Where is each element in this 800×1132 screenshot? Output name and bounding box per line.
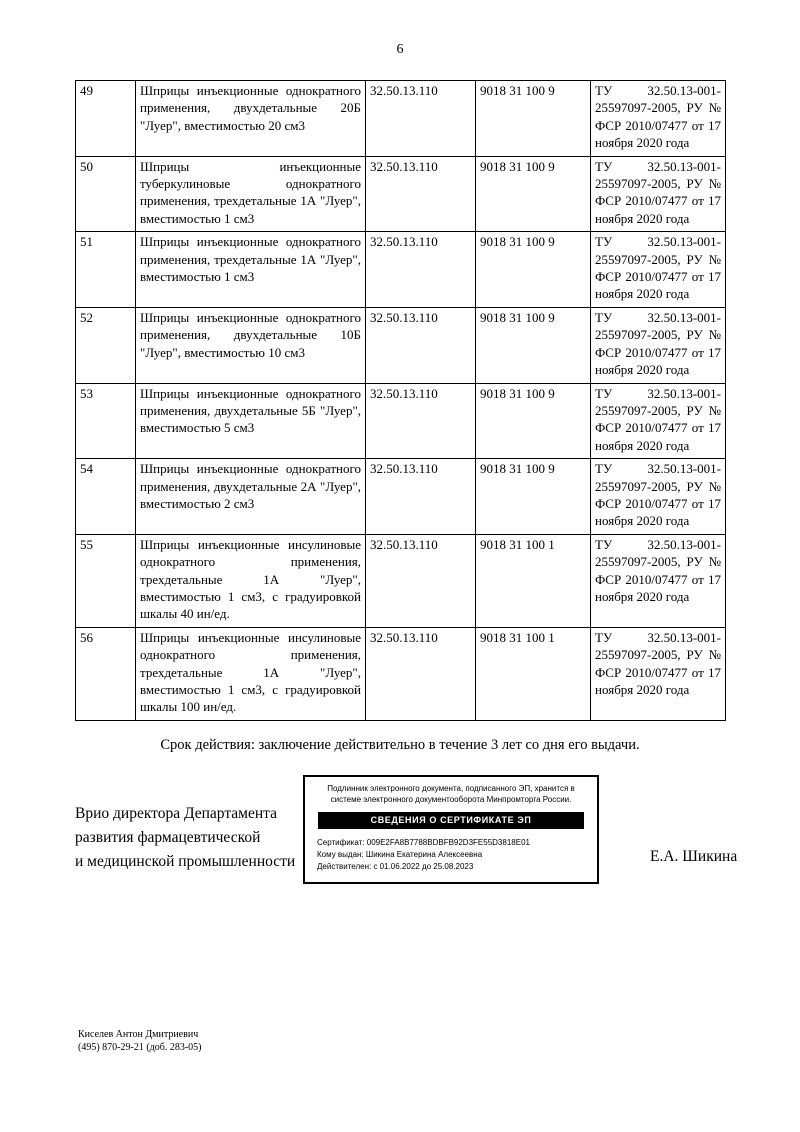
registration-cell: ТУ 32.50.13-001-25597097-2005, РУ № ФСР 2010/07477 от 17 ноября 2020 года bbox=[591, 459, 726, 535]
stamp-valid-period: Действителен: с 01.06.2022 до 25.08.2023 bbox=[317, 862, 474, 872]
table-row bbox=[76, 307, 726, 383]
signer-position-line: и медицинской промышленности bbox=[75, 853, 296, 870]
registration-cell: ТУ 32.50.13-001-25597097-2005, РУ № ФСР 2010/07477 от 17 ноября 2020 года bbox=[591, 307, 726, 383]
signer-position-line: Врио директора Департамента bbox=[75, 805, 277, 822]
okpd-code-cell: 32.50.13.110 bbox=[366, 156, 476, 232]
row-number-cell: 56 bbox=[76, 627, 136, 720]
validity-statement: Срок действия: заключение действительно в течение 3 лет со дня его выдачи. bbox=[160, 737, 640, 753]
registration-cell: ТУ 32.50.13-001-25597097-2005, РУ № ФСР 2010/07477 от 17 ноября 2020 года bbox=[591, 534, 726, 627]
registration-cell: ТУ 32.50.13-001-25597097-2005, РУ № ФСР 2010/07477 от 17 ноября 2020 года bbox=[591, 232, 726, 308]
table-row bbox=[76, 156, 726, 232]
product-name-cell: Шприцы инъекционные инсулиновые однократного применения, трехдетальные 1А "Луер", вместимостью 1 см3, с градуировкой шкалы 40 ин/ед. bbox=[136, 534, 366, 627]
row-number-cell: 50 bbox=[76, 156, 136, 232]
signer-position-line: развития фармацевтической bbox=[75, 829, 261, 846]
product-name-cell: Шприцы инъекционные однократного применения, двухдетальные 20Б "Луер", вместимостью 20 см3 bbox=[136, 81, 366, 157]
okpd-code-cell: 32.50.13.110 bbox=[366, 534, 476, 627]
okpd-code-cell: 32.50.13.110 bbox=[366, 459, 476, 535]
table-row bbox=[76, 627, 726, 720]
okpd-code-cell: 32.50.13.110 bbox=[366, 627, 476, 720]
row-number-cell: 55 bbox=[76, 534, 136, 627]
tnved-code-cell: 9018 31 100 1 bbox=[476, 534, 591, 627]
tnved-code-cell: 9018 31 100 9 bbox=[476, 232, 591, 308]
product-name-cell: Шприцы инъекционные однократного применения, двухдетальные 5Б "Луер", вместимостью 5 см3 bbox=[136, 383, 366, 459]
tnved-code-cell: 9018 31 100 1 bbox=[476, 627, 591, 720]
okpd-code-cell: 32.50.13.110 bbox=[366, 81, 476, 157]
registration-cell: ТУ 32.50.13-001-25597097-2005, РУ № ФСР 2010/07477 от 17 ноября 2020 года bbox=[591, 156, 726, 232]
tnved-code-cell: 9018 31 100 9 bbox=[476, 156, 591, 232]
registration-cell: ТУ 32.50.13-001-25597097-2005, РУ № ФСР 2010/07477 от 17 ноября 2020 года bbox=[591, 383, 726, 459]
row-number-cell: 54 bbox=[76, 459, 136, 535]
row-number-cell: 52 bbox=[76, 307, 136, 383]
stamp-issued-to: Кому выдан: Шикина Екатерина Алексеевна bbox=[317, 850, 483, 860]
tnved-code-cell: 9018 31 100 9 bbox=[476, 383, 591, 459]
tnved-code-cell: 9018 31 100 9 bbox=[476, 459, 591, 535]
contact-name: Киселев Антон Дмитриевич bbox=[78, 1029, 199, 1040]
footer-contact bbox=[78, 1028, 202, 1054]
table-row bbox=[76, 534, 726, 627]
row-number-cell: 51 bbox=[76, 232, 136, 308]
product-name-cell: Шприцы инъекционные туберкулиновые однократного применения, трехдетальные 1А "Луер", вместимостью 1 см3 bbox=[136, 156, 366, 232]
signer-name: Е.А. Шикина bbox=[650, 848, 738, 865]
tnved-code-cell: 9018 31 100 9 bbox=[476, 81, 591, 157]
product-name-cell: Шприцы инъекционные инсулиновые однократного применения, трехдетальные 1А "Луер", вместимостью 1 см3, с градуировкой шкалы 100 ин/ед. bbox=[136, 627, 366, 720]
table-row bbox=[76, 459, 726, 535]
table-row bbox=[76, 232, 726, 308]
row-number-cell: 53 bbox=[76, 383, 136, 459]
product-name-cell: Шприцы инъекционные однократного применения, двухдетальные 2А "Луер", вместимостью 2 см3 bbox=[136, 459, 366, 535]
tnved-code-cell: 9018 31 100 9 bbox=[476, 307, 591, 383]
stamp-certificate-number: Сертификат: 009E2FA8B7788BDBFB92D3FE55D3818E01 bbox=[317, 838, 530, 848]
product-name-cell: Шприцы инъекционные однократного применения, трехдетальные 1А "Луер", вместимостью 1 см3 bbox=[136, 232, 366, 308]
contact-phone: (495) 870-29-21 (доб. 283-05) bbox=[78, 1042, 202, 1053]
table-row bbox=[76, 383, 726, 459]
registration-cell: ТУ 32.50.13-001-25597097-2005, РУ № ФСР 2010/07477 от 17 ноября 2020 года bbox=[591, 627, 726, 720]
stamp-header-text: Подлинник электронного документа, подписанного ЭП, хранится в системе электронного документооборота Минпромторга России. bbox=[327, 784, 575, 805]
row-number-cell: 49 bbox=[76, 81, 136, 157]
items-table bbox=[75, 80, 726, 721]
okpd-code-cell: 32.50.13.110 bbox=[366, 232, 476, 308]
registration-cell: ТУ 32.50.13-001-25597097-2005, РУ № ФСР 2010/07477 от 17 ноября 2020 года bbox=[591, 81, 726, 157]
table-row bbox=[76, 81, 726, 157]
electronic-signature-stamp bbox=[303, 775, 599, 884]
stamp-certificate-bar: СВЕДЕНИЯ О СЕРТИФИКАТЕ ЭП bbox=[318, 812, 584, 829]
product-name-cell: Шприцы инъекционные однократного применения, двухдетальные 10Б "Луер", вместимостью 10 см3 bbox=[136, 307, 366, 383]
page-number: 6 bbox=[396, 42, 404, 57]
okpd-code-cell: 32.50.13.110 bbox=[366, 307, 476, 383]
okpd-code-cell: 32.50.13.110 bbox=[366, 383, 476, 459]
